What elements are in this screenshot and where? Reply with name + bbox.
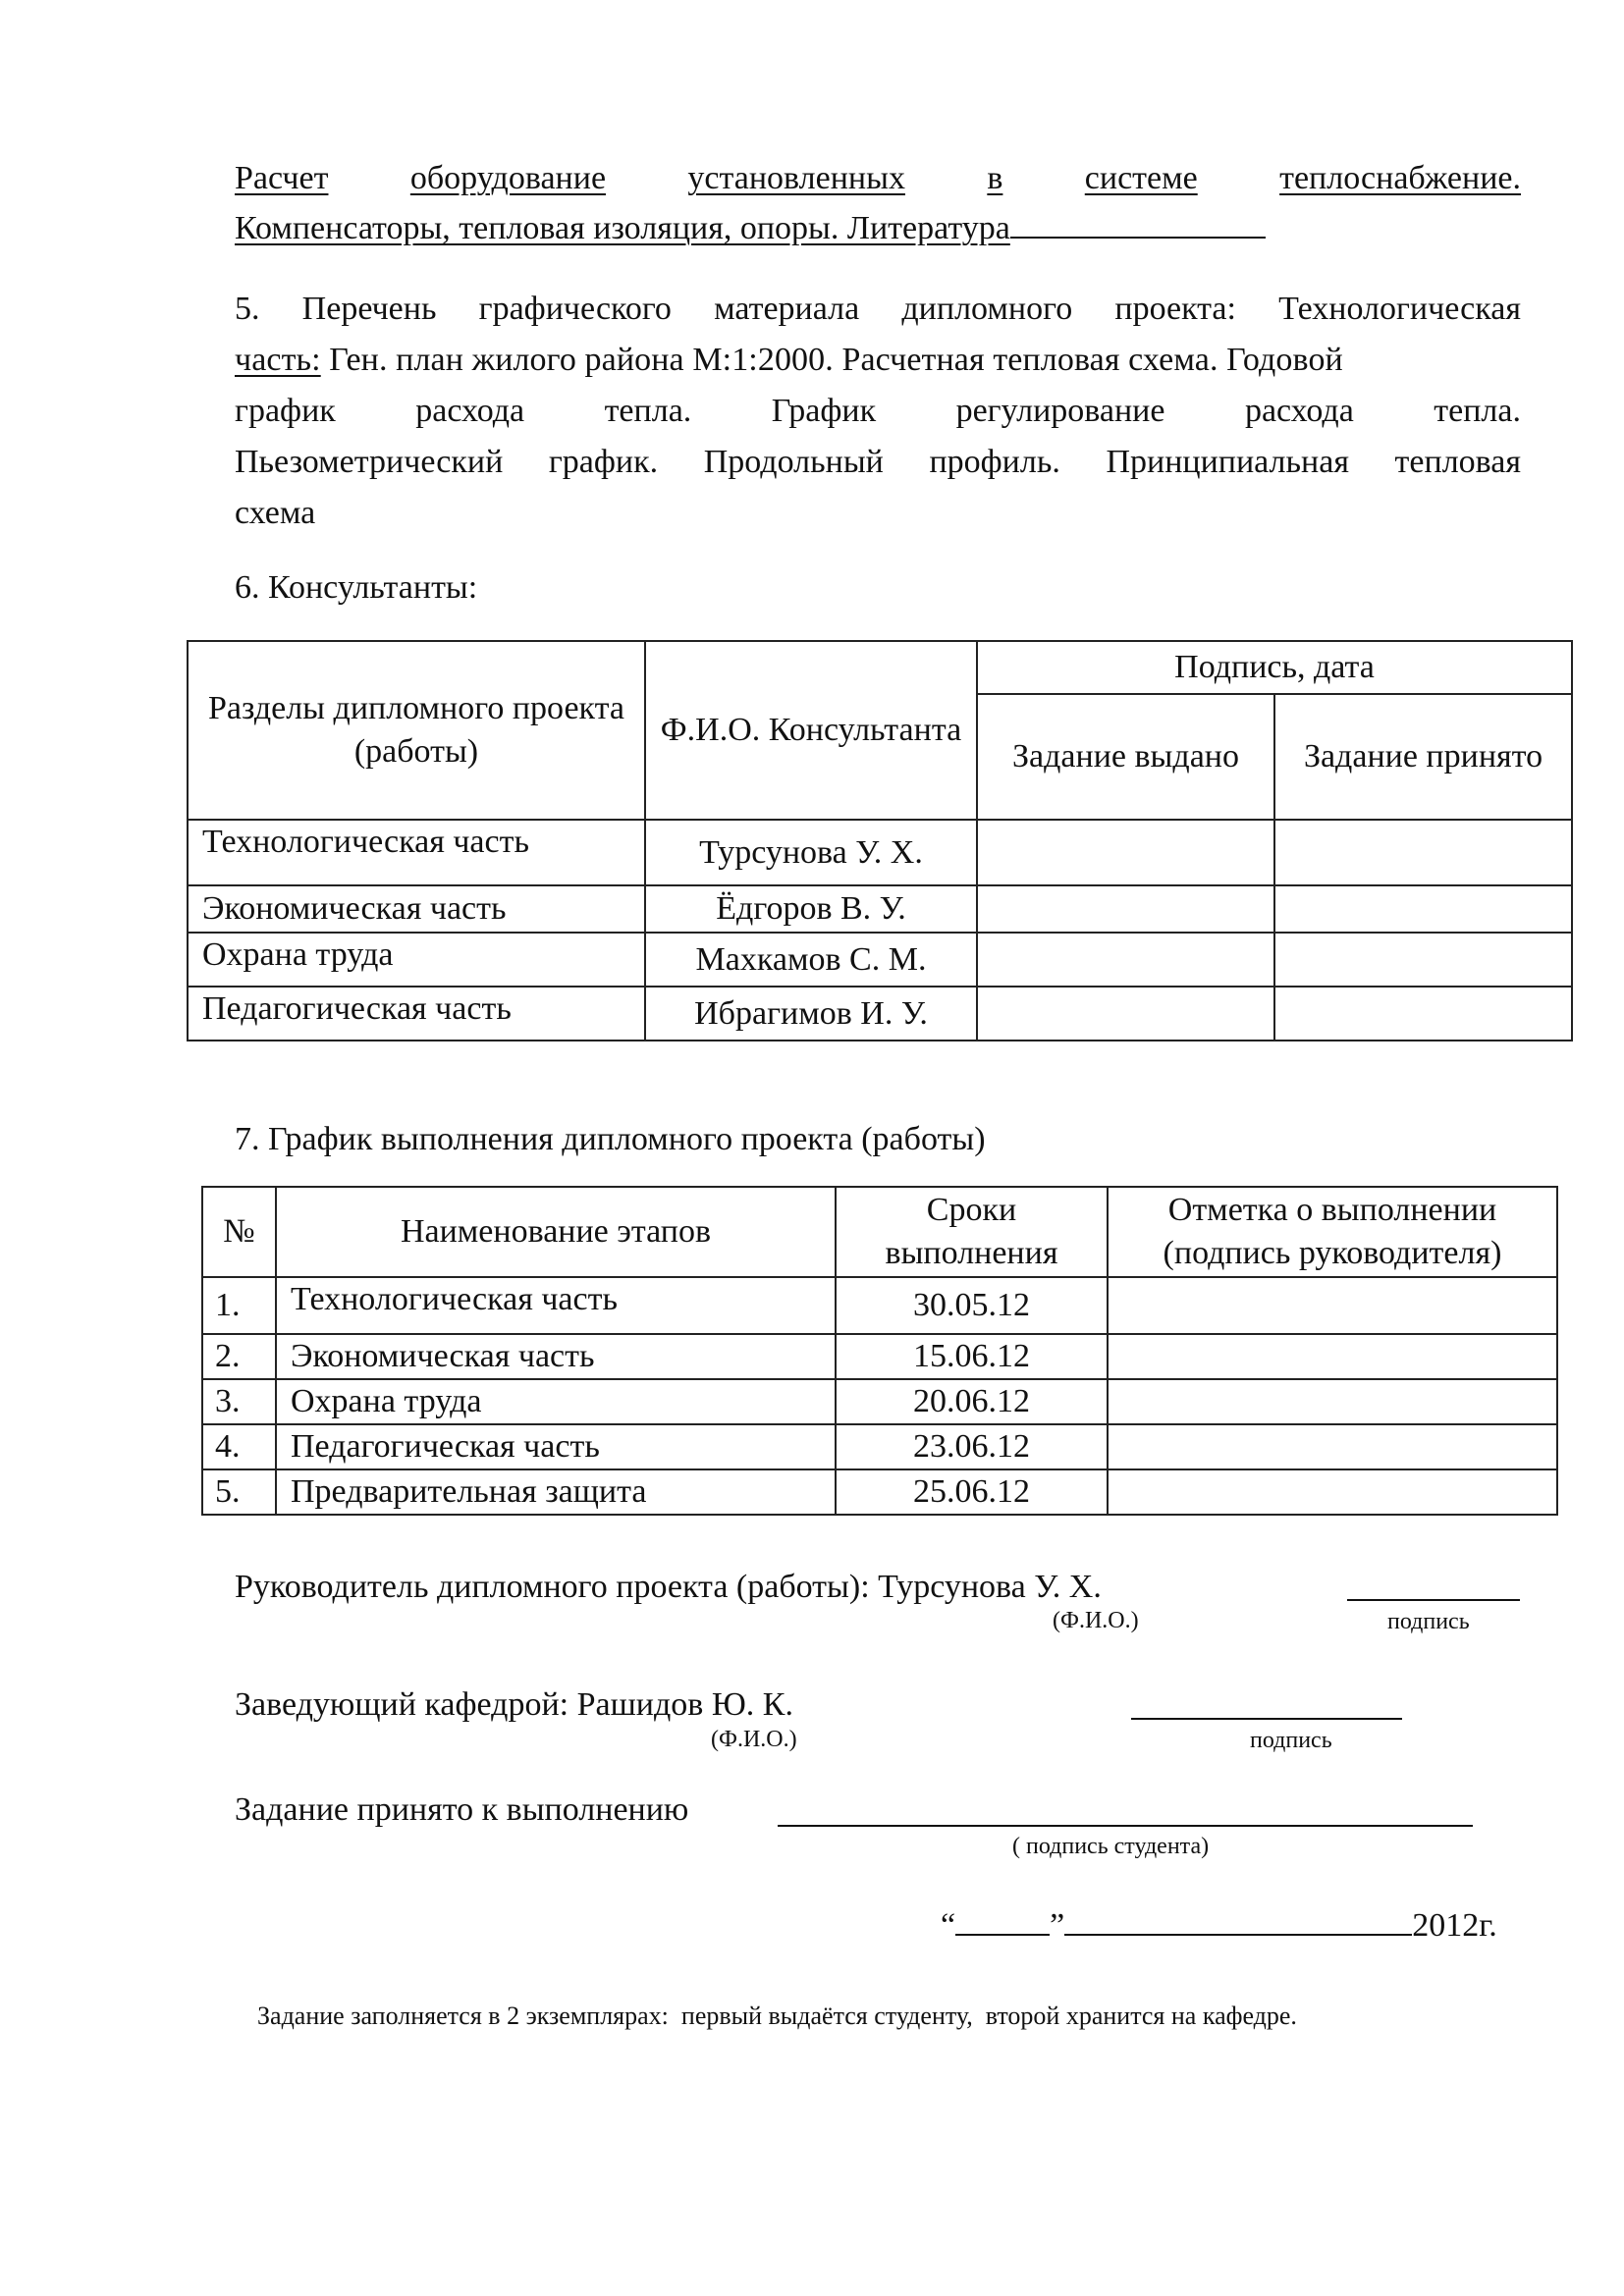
para5-word: расхода [1244,393,1354,429]
fio-cell: Ибрагимов И. У. [645,987,977,1041]
deadline-cell: 20.06.12 [836,1379,1108,1424]
month-blank[interactable] [1064,1904,1412,1936]
table-row [202,1277,1557,1334]
quote-open: “ [941,1907,956,1944]
supervisor-sign-caption: подпись [1387,1609,1470,1634]
mark-cell[interactable] [1108,1469,1557,1515]
para4-word: Расчет [235,160,329,196]
section-cell: Охрана труда [188,933,645,987]
fio-cell: Ёдгоров В. У. [645,885,977,933]
table-row [188,933,1572,987]
table-row [188,987,1572,1041]
fio-cell: Турсунова У. Х. [645,820,977,885]
schedule-table [201,1186,1558,1516]
num-cell: 5. [202,1469,276,1515]
year-text: 2012г. [1412,1907,1497,1944]
stage-cell: Педагогическая часть [276,1424,836,1469]
day-blank[interactable] [955,1904,1050,1936]
deadline-cell: 30.05.12 [836,1277,1108,1334]
accepted-cell[interactable] [1274,885,1572,933]
section7-heading: 7. График выполнения дипломного проекта (работы) [235,1121,986,1157]
mark-cell[interactable] [1108,1334,1557,1379]
accepted-cell[interactable] [1274,987,1572,1041]
num-cell: 4. [202,1424,276,1469]
para5-line5: схема [235,495,316,531]
mark-cell[interactable] [1108,1424,1557,1469]
deadline-cell: 25.06.12 [836,1469,1108,1515]
header-mark: Отметка о выполнении (подпись руководителя) [1108,1187,1557,1277]
para4-underline-blank [1010,207,1266,239]
supervisor-line: Руководитель дипломного проекта (работы): Турсунова У. Х. [235,1569,1102,1605]
para5-line1: 5. Перечень графического материала дипломного проекта: Технологическая [235,291,1521,327]
header-issued: Задание выдано [977,694,1274,820]
head-fio-caption: (Ф.И.О.) [711,1727,797,1752]
section-cell: Педагогическая часть [188,987,645,1041]
para5-word: регулирование [955,393,1165,429]
accepted-line: Задание принято к выполнению [235,1791,689,1828]
stage-cell: Охрана труда [276,1379,836,1424]
para4-line2-text: Компенсаторы, тепловая изоляция, опоры. Литература [235,210,1010,246]
para5-line2 [235,335,1521,386]
section-cell: Экономическая часть [188,885,645,933]
para4-word: в [987,160,1003,196]
para5-line3 [235,386,1521,437]
head-sign-caption: подпись [1250,1728,1332,1753]
supervisor-sign-blank[interactable] [1347,1599,1520,1601]
mark-cell[interactable] [1108,1277,1557,1334]
supervisor-fio-caption: (Ф.И.О.) [1053,1608,1139,1633]
issued-cell[interactable] [977,820,1274,885]
table-row [202,1379,1557,1424]
deadline-cell: 23.06.12 [836,1424,1108,1469]
para5-word: расхода [415,393,525,429]
para5-word: График [771,393,877,429]
section-cell: Технологическая часть [188,820,645,885]
accepted-cell[interactable] [1274,933,1572,987]
para4-line2 [235,203,1413,254]
header-num: № [202,1187,276,1277]
header-deadline: Сроки выполнения [836,1187,1108,1277]
para4-word: установленных [687,160,905,196]
para4-word: системе [1084,160,1198,196]
header-stage: Наименование этапов [276,1187,836,1277]
section6-heading: 6. Консультанты: [235,569,478,606]
head-line: Заведующий кафедрой: Рашидов Ю. К. [235,1686,793,1723]
stage-cell: Экономическая часть [276,1334,836,1379]
num-cell: 1. [202,1277,276,1334]
para5-line4: Пьезометрический график. Продольный профиль. Принципиальная тепловая [235,444,1521,480]
header-accepted: Задание принято [1274,694,1572,820]
table-row [202,1469,1557,1515]
header-fio: Ф.И.О. Консультанта [645,641,977,820]
consultants-table [187,640,1573,1041]
student-sign-blank[interactable] [778,1825,1473,1827]
fio-cell: Махкамов С. М. [645,933,977,987]
para4-line1 [235,153,1521,204]
header-sections: Разделы дипломного проекта (работы) [188,641,645,820]
footer-note: Задание заполняется в 2 экземплярах: первый выдаётся студенту, второй хранится на кафедре. [257,2002,1297,2030]
para4-word: оборудование [409,160,607,196]
deadline-cell: 15.06.12 [836,1334,1108,1379]
para5-line2-text: Ген. план жилого района М:1:2000. Расчетная тепловая схема. Годовой [320,342,1343,378]
para4-word: теплоснабжение. [1279,160,1521,196]
date-line [941,1900,1497,1951]
student-caption: ( подпись студента) [1012,1834,1210,1859]
table-row [202,1334,1557,1379]
stage-cell: Технологическая часть [276,1277,836,1334]
head-sign-blank[interactable] [1131,1718,1402,1720]
accepted-cell[interactable] [1274,820,1572,885]
table-row [188,885,1572,933]
para5-line2-underlined: часть: [235,342,321,378]
stage-cell: Предварительная защита [276,1469,836,1515]
issued-cell[interactable] [977,885,1274,933]
para5-word: тепла. [1434,393,1521,429]
num-cell: 2. [202,1334,276,1379]
num-cell: 3. [202,1379,276,1424]
mark-cell[interactable] [1108,1379,1557,1424]
quote-close: ” [1050,1907,1065,1944]
para5-word: тепла. [604,393,692,429]
para5-word: график [235,393,336,429]
table-row [202,1424,1557,1469]
table-row [188,820,1572,885]
issued-cell[interactable] [977,987,1274,1041]
issued-cell[interactable] [977,933,1274,987]
para5 [235,284,1521,539]
header-sign-date: Подпись, дата [977,641,1572,694]
